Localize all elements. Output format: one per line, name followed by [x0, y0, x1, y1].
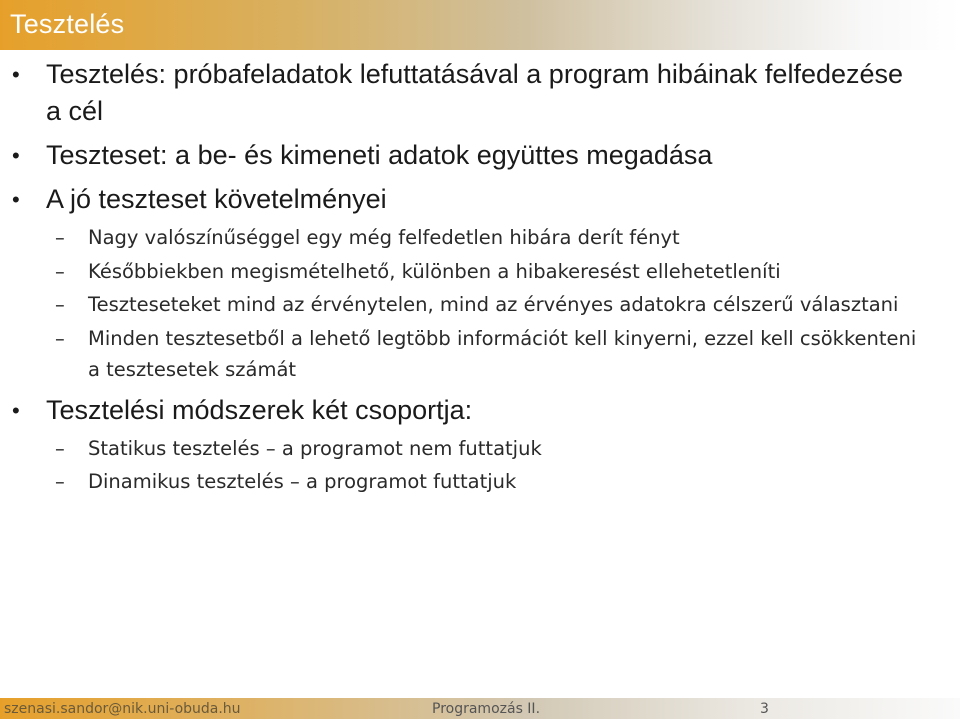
bullet-icon: • — [12, 187, 20, 212]
bullet-item — [0, 56, 960, 130]
dash-icon: – — [55, 326, 65, 350]
bullet-item — [0, 137, 960, 174]
sub-bullet-text: Minden tesztesetből a lehető legtöbb információt kell kinyerni, ezzel kell csökkenteni a tesztesetek számát — [88, 326, 917, 381]
sub-bullet-item — [0, 323, 960, 386]
footer-email: szenasi.sandor@nik.uni-obuda.hu — [4, 701, 241, 717]
sub-bullet-item — [0, 289, 960, 321]
dash-icon: – — [55, 470, 65, 493]
slide-content — [0, 56, 960, 500]
bullet-text: Tesztelési módszerek két csoportja: — [46, 394, 473, 425]
dash-icon: – — [55, 436, 65, 460]
bullet-icon: • — [12, 143, 20, 168]
bullet-text: A jó teszteset követelményei — [46, 184, 387, 214]
dash-icon: – — [55, 226, 65, 249]
bullet-item — [0, 181, 960, 218]
sub-bullet-text: Nagy valószínűséggel egy még felfedetlen hibára derít fényt — [88, 226, 680, 249]
footer-bar — [0, 698, 960, 719]
sub-bullet-item — [0, 256, 960, 288]
bullet-text: Teszteset: a be- és kimeneti adatok együttes megadása — [46, 140, 713, 170]
bullet-item — [0, 392, 960, 429]
dash-icon: – — [55, 293, 65, 316]
dash-icon: – — [55, 259, 65, 283]
bullet-icon: • — [12, 62, 20, 87]
sub-bullet-item — [0, 433, 960, 465]
sub-bullet-text: Teszteseteket mind az érvénytelen, mind az érvényes adatokra célszerű választani — [88, 293, 899, 316]
bullet-icon: • — [12, 397, 20, 423]
slide-title: Tesztelés — [10, 9, 125, 39]
footer-course: Programozás II. — [432, 701, 541, 717]
sub-bullet-text: Dinamikus tesztelés – a programot futtatjuk — [88, 470, 517, 493]
bullet-text: Tesztelés: próbafeladatok lefuttatásával a program hibáinak felfedezése a cél — [46, 59, 904, 126]
title-bar — [0, 0, 960, 50]
sub-bullet-item — [0, 222, 960, 254]
footer-page-number: 3 — [760, 701, 769, 717]
sub-bullet-text: Statikus tesztelés – a programot nem futtatjuk — [88, 436, 542, 460]
sub-bullet-text: Későbbiekben megismételhető, különben a hibakeresést ellehetetleníti — [88, 259, 781, 283]
sub-bullet-item — [0, 466, 960, 498]
